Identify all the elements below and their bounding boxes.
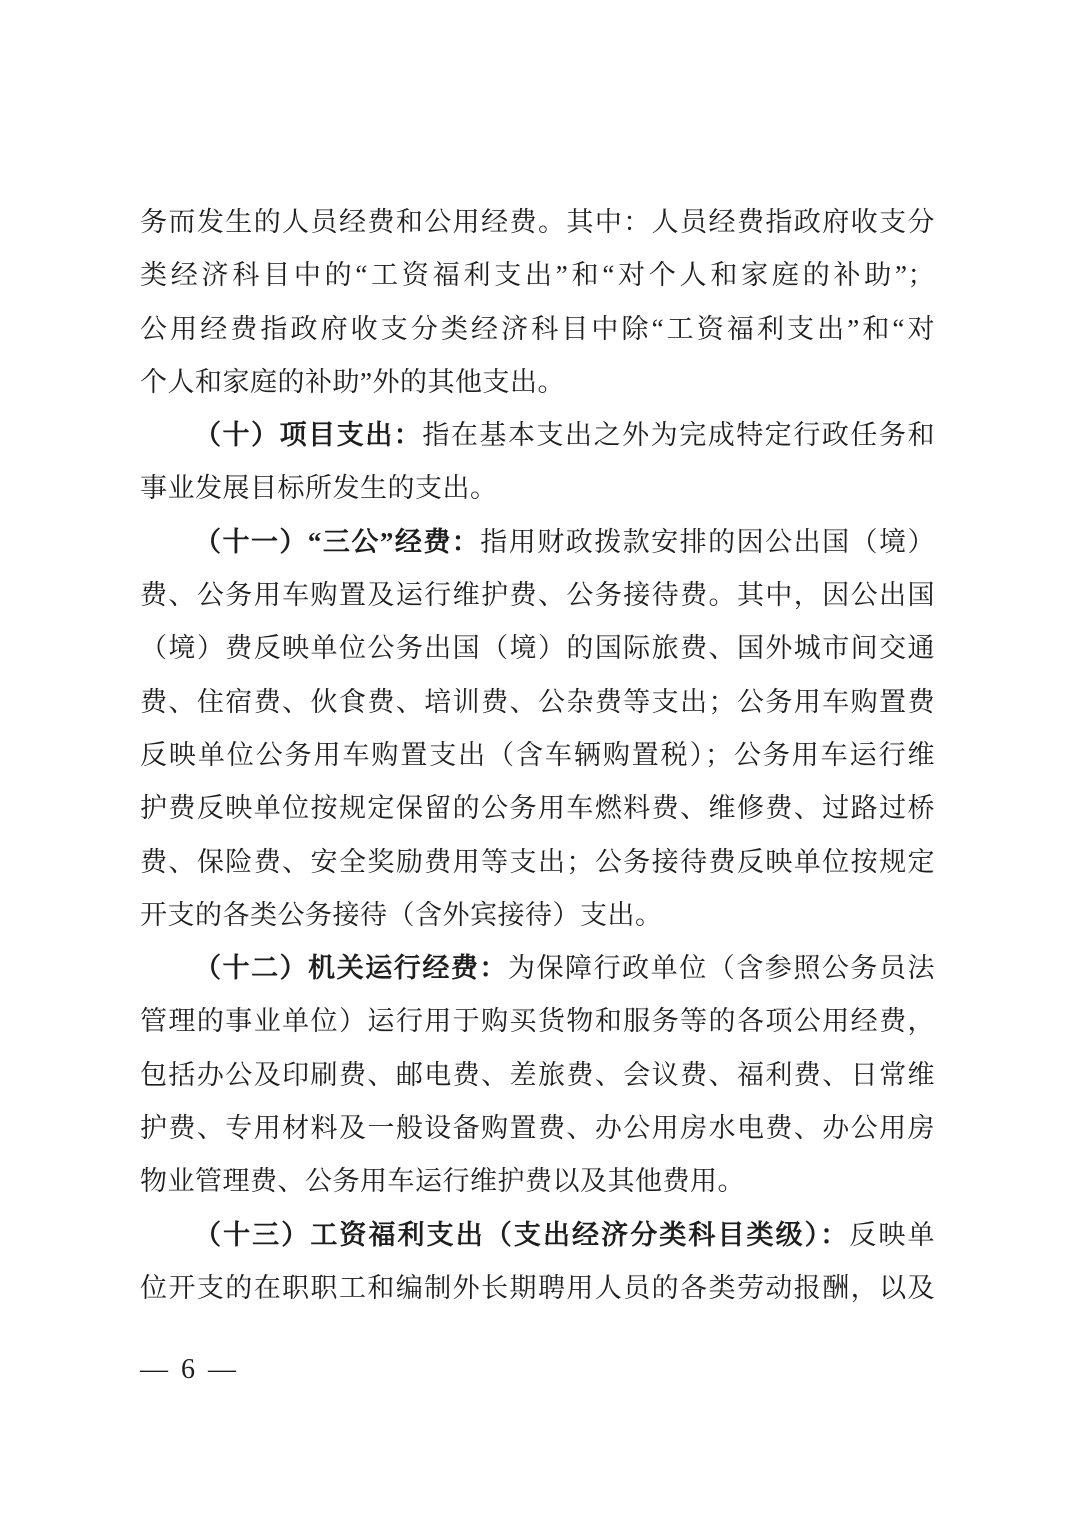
body-text-segment: 反映单 <box>849 1219 935 1250</box>
text-line <box>140 1155 935 1208</box>
body-text-segment: 护费反映单位按规定保留的公务用车燃料费、维修费、过路过桥 <box>140 793 935 824</box>
text-line <box>140 622 935 675</box>
body-text-segment: 类经济科目中的“工资福利支出”和“对个人和家庭的补助”； <box>140 260 935 291</box>
body-text-segment: 个人和家庭的补助”外的其他支出。 <box>140 366 565 397</box>
text-line <box>140 889 935 942</box>
text-block <box>140 196 935 1315</box>
body-text-segment: 开支的各类公务接待（含外宾接待）支出。 <box>140 899 663 930</box>
text-line <box>140 782 935 835</box>
body-text-segment: （境）费反映单位公务出国（境）的国际旅费、国外城市间交通 <box>140 633 935 664</box>
text-line <box>140 1102 935 1155</box>
body-text-segment: 为保障行政单位（含参照公务员法 <box>507 953 935 984</box>
clause-heading-segment: （十三）工资福利支出（支出经济分类科目类级）： <box>194 1219 850 1250</box>
text-line <box>140 409 935 462</box>
body-text-segment: 指在基本支出之外为完成特定行政任务和 <box>422 420 935 451</box>
body-text-segment: 包括办公及印刷费、邮电费、差旅费、会议费、福利费、日常维 <box>140 1059 935 1090</box>
page-number: — 6 — <box>140 1354 239 1385</box>
body-text-segment: 护费、专用材料及一般设备购置费、办公用房水电费、办公用房 <box>140 1113 935 1144</box>
body-text-segment: 事业发展目标所发生的支出。 <box>140 473 498 504</box>
body-text-segment: 管理的事业单位）运行用于购买货物和服务等的各项公用经费， <box>140 1006 935 1037</box>
text-line <box>140 1262 935 1315</box>
text-line <box>140 516 935 569</box>
body-text-segment: 费、公务用车购置及运行维护费、公务接待费。其中，因公出国 <box>140 580 935 611</box>
clause-heading-segment: （十）项目支出： <box>194 420 423 451</box>
clause-heading-segment: （十二）机关运行经费： <box>194 953 508 984</box>
body-text-segment: 指用财政拨款安排的因公出国（境） <box>480 526 935 557</box>
text-line <box>140 942 935 995</box>
body-text-segment: 位开支的在职职工和编制外长期聘用人员的各类劳动报酬，以及 <box>140 1272 935 1303</box>
text-line <box>140 1049 935 1102</box>
body-text-segment: 务而发生的人员经费和公用经费。其中：人员经费指政府收支分 <box>140 207 935 237</box>
text-line <box>140 995 935 1048</box>
text-line <box>140 836 935 889</box>
text-line <box>140 356 935 409</box>
text-line <box>140 1209 935 1262</box>
body-text-segment: 公用经费指政府收支分类经济科目中除“工资福利支出”和“对 <box>140 313 935 344</box>
text-line <box>140 569 935 622</box>
body-text-segment: 费、保险费、安全奖励费用等支出；公务接待费反映单位按规定 <box>140 846 935 877</box>
text-line <box>140 729 935 782</box>
text-line <box>140 249 935 302</box>
text-line <box>140 303 935 356</box>
body-text-segment: 物业管理费、公务用车运行维护费以及其他费用。 <box>140 1166 745 1197</box>
clause-heading-segment: （十一）“三公”经费： <box>194 526 481 557</box>
text-line <box>140 462 935 515</box>
text-line <box>140 196 935 249</box>
body-text-segment: 费、住宿费、伙食费、培训费、公杂费等支出；公务用车购置费 <box>140 686 935 717</box>
text-line <box>140 676 935 729</box>
body-text-segment: 反映单位公务用车购置支出（含车辆购置税）；公务用车运行维 <box>140 739 935 770</box>
